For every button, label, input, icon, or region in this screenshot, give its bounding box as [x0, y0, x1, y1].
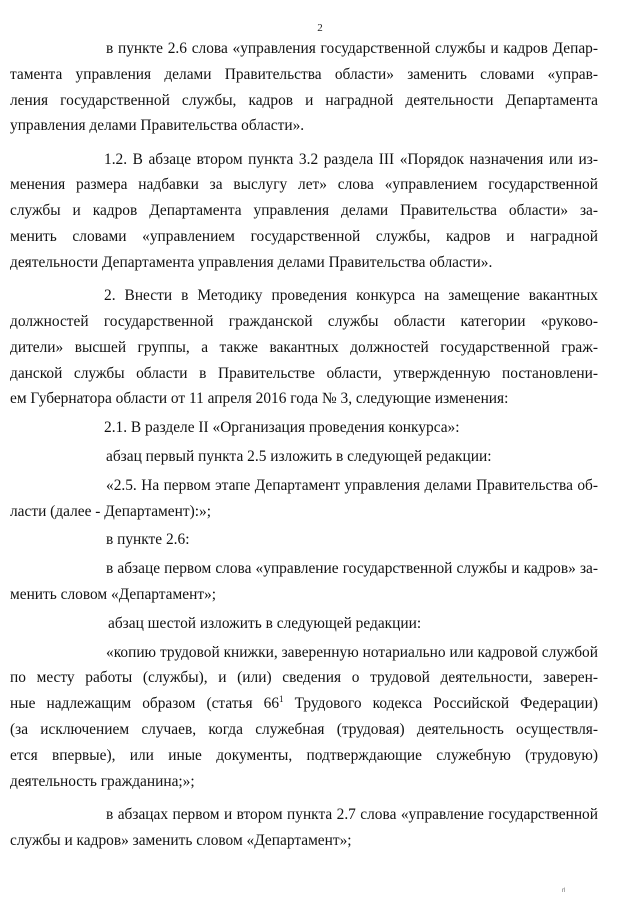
text-line: службы и кадров» заменить словом «Департамент»; [10, 831, 352, 849]
text-line: деятельность гражданина;»; [10, 772, 195, 790]
text-line-with-superscript [10, 691, 598, 717]
text-line: по месту работы (службы), и (или) сведения о трудовой деятельности, заверен- [10, 669, 598, 687]
text-line: данской службы области в Правительстве области, утвержденную постановлени- [10, 364, 598, 382]
text-line: в пункте 2.6: [106, 531, 190, 549]
text-line: «2.5. На первом этапе Департамент управления делами Правительства об- [106, 476, 598, 494]
text-line: (за исключением случаев, когда служебная (трудовая) деятельность осуществля- [10, 720, 598, 738]
text-line: менить словом «Департамент»; [10, 585, 217, 603]
text-line: тамента управления делами Правительства области» заменить словами «управ- [10, 65, 598, 83]
text-line: в абзаце первом слова «управление государственной службы и кадров» за- [106, 560, 598, 578]
text-fragment: Трудового кодекса Российской Федерации) [283, 695, 598, 713]
text-line: ления государственной службы, кадров и наградной деятельности Департамента [10, 91, 598, 109]
text-line: дители» высшей группы, а также вакантных должностей государственной граж- [10, 338, 598, 356]
text-line: службы и кадров Департамента управления делами Правительства области» за- [10, 202, 598, 220]
text-line: менения размера надбавки за выслугу лет» слова «управлением государственной [10, 176, 598, 194]
text-line: абзац первый пункта 2.5 изложить в следующей редакции: [106, 447, 492, 465]
text-line: 1.2. В абзаце втором пункта 3.2 раздела III «Порядок назначения или из- [104, 150, 598, 168]
text-line: 2. Внести в Методику проведения конкурса на замещение вакантных [104, 287, 598, 305]
text-line: менить словами «управлением государственной службы, кадров и наградной [10, 228, 598, 246]
text-line: в абзацах первом и втором пункта 2.7 слова «управление государственной [106, 805, 598, 823]
document-body [10, 36, 598, 853]
text-line: в пункте 2.6 слова «управления государственной службы и кадров Депар- [106, 40, 598, 57]
text-line: абзац шестой изложить в следующей редакции: [108, 614, 422, 632]
corner-mark: rl [562, 888, 566, 894]
page-number: 2 [317, 22, 323, 34]
text-line: ется впервые), или иные документы, подтверждающие служебную (трудовую) [10, 746, 598, 764]
text-line: ем Губернатора области от 11 апреля 2016 года № 3, следующие изменения: [10, 390, 509, 408]
text-line: управления делами Правительства области». [10, 117, 305, 135]
text-line: должностей государственной гражданской службы области категории «руково- [10, 312, 598, 330]
superscript: 1 [279, 694, 284, 704]
text-line: «копию трудовой книжки, заверенную нотариально или кадровой службой [106, 643, 598, 661]
text-line: ласти (далее - Департамент):»; [10, 502, 211, 520]
text-line: 2.1. В разделе II «Организация проведения конкурса»: [104, 419, 460, 437]
text-line: деятельности Департамента управления делами Правительства области». [10, 253, 493, 271]
text-fragment: ные надлежащим образом (статья 66 [10, 695, 280, 713]
